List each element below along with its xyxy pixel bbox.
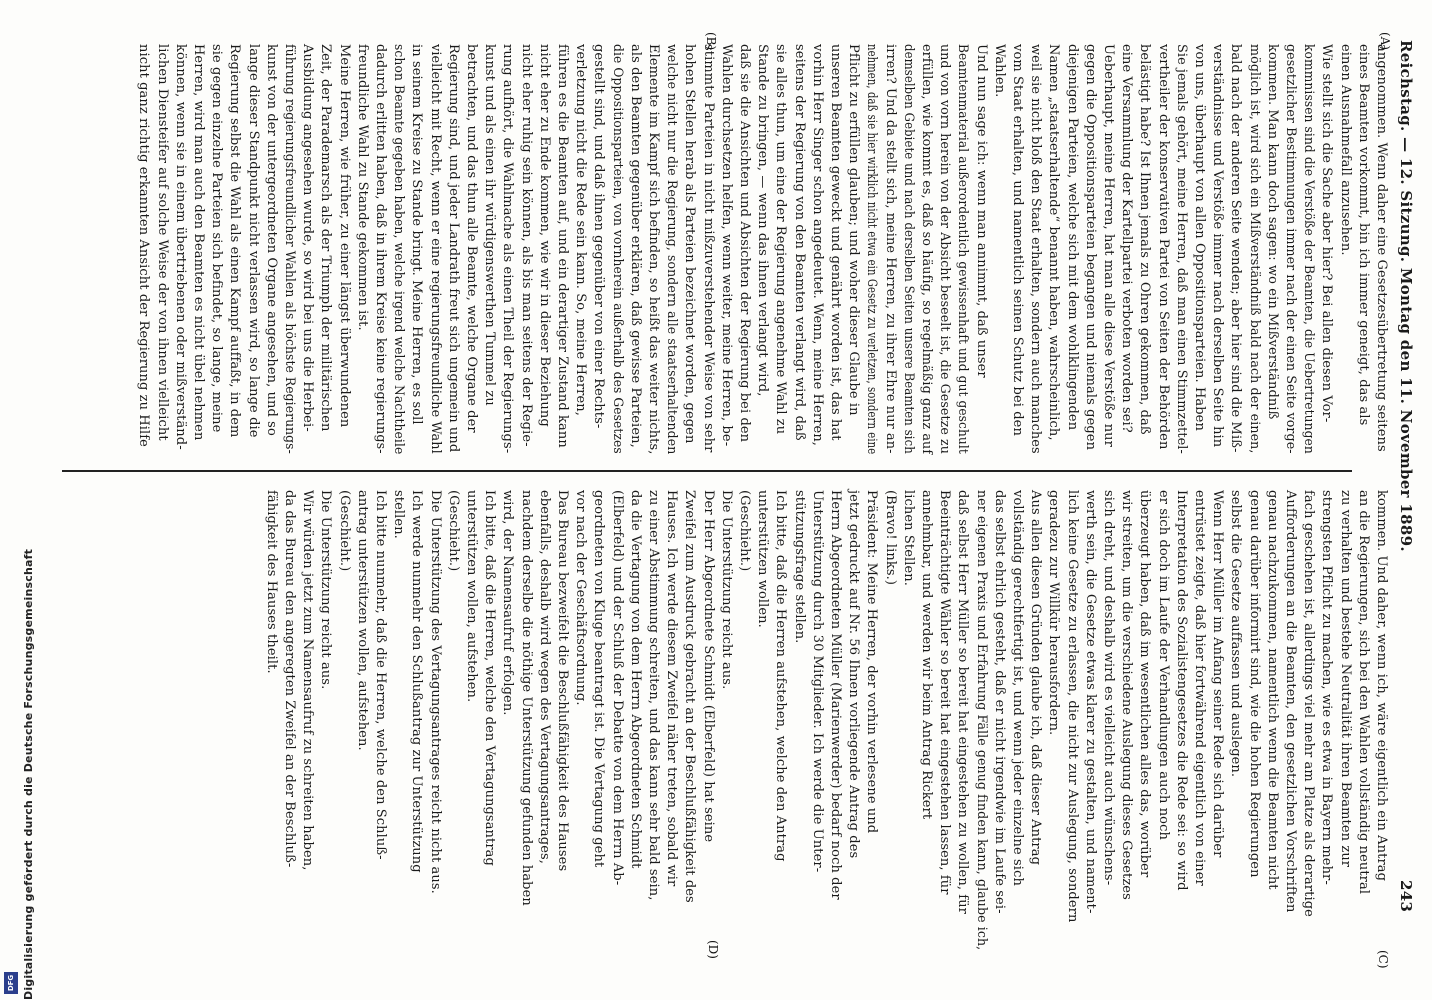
text-line: Aufforderungen an die Beamten, den gesetzlichen Vorschriften xyxy=(1283,490,1298,913)
text-line: Aus allen diesen Gründen glaube ich, daß dieser Antrag xyxy=(1028,490,1044,866)
text-line: vor nach der Geschäftsordnung. xyxy=(573,490,589,706)
text-line: (Geschieht.) xyxy=(445,490,461,572)
text-line: seitens der Regierung von den Beamten verlangt wird, daß xyxy=(791,44,807,441)
text-line: Ueberhaupt, meine Herren, hat man alle diese Verstöße nur xyxy=(1101,44,1116,447)
text-line: Das Bureau bezweifelt die Beschlußfähigkeit des Hauses xyxy=(555,490,570,872)
text-line: Elemente im Kampf sich befinden, so heißt das weiter nichts, xyxy=(646,44,661,455)
text-line: stimmte Parteien in nicht mißzuverstehender Weise von sehr xyxy=(700,44,716,453)
text-line: belästigt habe? Ist Ihnen jemals zu Ohren gekommen, daß xyxy=(1137,44,1153,435)
text-line: (Elberfeld) und der Schluß der Debatte von dem Herrn Ab- xyxy=(609,490,625,886)
text-line: führen es die Beamten auf, und ein derartiger Zustand kann xyxy=(555,44,570,448)
text-line: können, wenn sie in einem übertriebenen oder mißverständ- xyxy=(172,44,188,450)
text-line: Wahlen. xyxy=(991,44,1007,98)
text-line: Ausbildung angesehen wurde, so wird bei uns die Herbei- xyxy=(300,44,316,432)
text-line: Ich werde nunmehr den Schlußantrag zur Unterstützung xyxy=(409,490,425,873)
digitization-sidebar xyxy=(4,0,35,1000)
text-line: eines Beamten vorkommt, bin ich immer geneigt, das als xyxy=(1355,44,1371,426)
text-line: Beeinträchtigte Wähler so bereit hat eingestehen lassen, für xyxy=(937,490,953,895)
text-line: kommen. Man kann doch sagen: wo ein Mißverständniß xyxy=(1264,44,1280,420)
text-line: rung aufhört, die Wahlmache als einen Theil der Regierungs- xyxy=(500,44,516,454)
text-line: einen Ausnahmefall anzusehen. xyxy=(1337,44,1353,256)
text-line: nicht eher ruhig sein können, als bis man seitens der Regie- xyxy=(518,44,534,447)
text-line: (Bravo! links.) xyxy=(882,490,898,586)
text-line: Hauses. Ich werde diesem Zweifel näher treten, sobald wir xyxy=(664,490,680,887)
text-line: antrag unterstützen wollen, aufstehen. xyxy=(354,490,370,751)
text-line: lich keine Gesetze zu erlassen, die nicht zur Auslegung, sondern xyxy=(1064,490,1080,923)
text-line: Herrn Abgeordneten Müller (Marienwerder) bedarf noch der xyxy=(828,490,843,900)
text-line: Wahlen durchsetzen helfen, wenn weiter, meine Herren, be- xyxy=(718,44,734,447)
text-line: Interpretation des Sozialistengesetzes die Rede sei: so wird xyxy=(1173,490,1189,891)
text-line: irren? Und da stellt sich, meine Herren, zu ihrer Ehre nur an- xyxy=(882,44,898,454)
text-line: lichen Diensteifer auf solche Weise der von ihnen vielleicht xyxy=(154,44,170,441)
text-line: hohen Stellen herab als Parteien bezeichnet worden, gegen xyxy=(682,44,698,444)
text-line: Pflicht zu erfüllen glauben; und woher dieser Glaube in xyxy=(846,44,862,416)
text-line: Der Herr Abgeordnete Schmidt (Elberfeld) hat seine xyxy=(700,490,716,843)
text-line: nicht ganz richtig erkannten Ansicht der Regierung zu Hilfe xyxy=(136,44,152,447)
text-line: Regierung sind, und jeder Landrath freut sich ungemein und xyxy=(445,44,461,453)
text-line: diejenigen Parteien, welche sich mit dem wohlklingenden xyxy=(1064,44,1080,431)
margin-marker-c: (C) xyxy=(1376,950,1390,969)
text-line: gestellt sind, und daß ihnen gegenüber von einer Rechts- xyxy=(591,44,607,429)
text-line: annehmbar, und werden wir beim Antrag Rickert xyxy=(919,490,934,820)
text-line: erfüllen, wie kommt es, daß so häufig, so regelmäßig ganz auf xyxy=(919,44,934,455)
digitization-credit: Digitalisierung gefördert durch die Deutsche Forschungsgemeinschaft xyxy=(22,548,35,1000)
text-line: Regierung selbst die Wahl als einen Kampf auffaßt, in dem xyxy=(227,44,243,438)
text-line: das selbst ehrlich gesteht, daß er nicht irgendwie im Laufe sei- xyxy=(991,490,1007,914)
text-line: überzeugt haben, daß im wesentlichen alles das, worüber xyxy=(1137,490,1153,878)
text-line: fach geschehen ist, allerdings viel mehr am Platze als derartige xyxy=(1301,490,1317,917)
text-line: ebenfalls, deshalb wird wegen des Vertagungsantrages, xyxy=(536,490,552,864)
text-line: kommen. Und daher, wenn ich, wäre eigentlich ein Antrag xyxy=(1374,490,1389,882)
text-line: (Geschieht.) xyxy=(737,490,752,572)
text-line: selbst die Gesetze auffassen und auslegen. xyxy=(1228,490,1244,778)
text-line: vollständig gerechtfertigt ist, und wenn jeder einzelne sich xyxy=(1010,490,1025,886)
text-line: Wir würden jetzt zum Namensaufruf zu schreiten haben, xyxy=(300,490,316,871)
text-line: lange dieser Standpunkt nicht verlassen wird, so lange die xyxy=(245,44,261,438)
text-line: Zweifel zum Ausdruck gebracht an der Beschlußfähigkeit des xyxy=(682,490,698,903)
text-line: Und nun sage ich: wenn man annimmt, daß unser xyxy=(973,44,989,378)
running-title: Reichstag. — 12. Sitzung. Montag den 11. November 1889. xyxy=(1397,40,1415,552)
text-line: sie alles thun, um eine der Regierung angenehme Wahl zu xyxy=(773,44,789,435)
text-line: nachdem derselbe die nöthige Unterstützung gefunden haben xyxy=(518,490,534,906)
text-line: Meine Herren, wie früher, zu einer längst überwundenen xyxy=(336,44,352,428)
text-line: Unterstützung durch 30 Mitglieder. Ich werde die Unter- xyxy=(809,490,825,873)
text-line: zu verhalten und bestehe Neutralität ihren Beamten zur xyxy=(1337,490,1353,868)
text-line: Präsident: Meine Herren, der vorhin verlesene und xyxy=(864,490,880,834)
margin-marker-d: (D) xyxy=(706,940,720,959)
text-line: vielleicht mit Recht, wenn er eine regierungsfreundliche Wahl xyxy=(427,44,443,454)
text-line: Die Unterstützung reicht aus. xyxy=(718,490,734,690)
text-line: welche nicht nur die Regierung, sondern alle staatserhaltenden xyxy=(664,44,680,455)
text-line: vom Staat erhalten, und namentlich seinen Schutz bei den xyxy=(1010,44,1025,436)
text-line: entrüstet zeigte, daß hier fortwährend eigentlich von einer xyxy=(1192,490,1207,886)
page-header xyxy=(1397,40,1415,552)
text-line: demselben Gebiete und nach derselben Seiten unsere Beamten sich xyxy=(900,44,916,454)
text-line: betrachten, und das thun alle Beamte, welche Organe der xyxy=(464,44,479,433)
text-line: wir streiten, um die verschiedene Auslegung dieses Gesetzes xyxy=(1119,490,1135,900)
text-line: Wie stellt sich die Sache aber hier? Bei allen diesen Vor- xyxy=(1319,44,1335,423)
text-line: fähigkeit des Hauses theilt. xyxy=(263,490,279,674)
text-line: eine Versammlung der Kartellpartei verboten worden sei? xyxy=(1119,44,1135,433)
text-line: er sich doch im Laufe der Verhandlungen auch noch xyxy=(1155,490,1171,840)
text-line: da das Bureau den angeregten Zweifel an der Beschluß- xyxy=(282,490,297,868)
text-line: nehmen, daß sie hier wirklich nicht etwa ein Gesetz zu verletzen, sondern eine xyxy=(864,44,880,455)
text-line: unterstützen wollen. xyxy=(755,490,771,628)
text-line: vorhin Herr Singer schon angedeutet. Wenn, meine Herren, xyxy=(809,44,825,447)
text-line: Die Unterstützung reicht aus. xyxy=(318,490,334,690)
text-line: Ich bitte nunmehr, daß die Herren, welche den Schluß- xyxy=(373,490,388,860)
text-line: gesetzlicher Bestimmungen immer nach der einen Seite vorge- xyxy=(1283,44,1298,454)
dfg-logo: DFG xyxy=(4,972,18,994)
text-line: gegen die Oppositionsparteien begangen und niemals gegen xyxy=(1082,44,1098,451)
text-line: jetzt gedruckt auf Nr. 56 Ihnen vorliegende Antrag des xyxy=(846,490,862,859)
text-line: daß selbst Herr Müller so bereit hat eingestehen zu wollen, für xyxy=(955,490,971,914)
text-line: Zeit, der Parademarsch als der Triumph der militärischen xyxy=(318,44,334,432)
text-line: genau darüber informirt sind, wie die hohen Regierungen xyxy=(1246,490,1262,878)
text-line: Beamtenmaterial außerordentlich gewissenhaft und gut geschult xyxy=(955,44,971,454)
text-line: stellen. xyxy=(391,490,407,539)
text-line: genau nachzukommen, namentlich wenn die Beamten nicht xyxy=(1264,490,1280,890)
text-line: kunst von der untergeordneten Organe angesehen, und so xyxy=(263,44,279,436)
text-line: (Geschieht.) xyxy=(336,490,352,572)
text-line: angenommen. Wenn daher eine Gesetzesübertretung seitens xyxy=(1374,44,1389,452)
page-number: 243 xyxy=(1397,880,1415,913)
text-line: kommnissen sind die Verstöße der Beamten, die Uebertretungen xyxy=(1301,44,1317,454)
text-line: Ich bitte, daß die Herren, welche den Vertagungsantrag xyxy=(482,490,498,866)
text-line: als den Beamten gegenüber erklären, daß gewisse Parteien, xyxy=(627,44,643,448)
text-line: ner eigenen Praxis und Erfahrung Fälle genug finden kann, glaube ich, xyxy=(973,490,989,951)
text-line: sie gegen einzelne Parteien sich befindet, so lange, meine xyxy=(209,44,225,433)
text-line: stützungsfrage stellen. xyxy=(791,490,807,644)
text-line: daß sie die Ansichten und Absichten der Regierung bei den xyxy=(737,44,752,443)
text-line: verständnisse und Verstöße immer nach derselben Seite hin xyxy=(1210,44,1226,448)
text-line: nicht eher zu Ende kommen, wie wir in dieser Beziehung xyxy=(536,44,552,427)
text-line: sich dreht, und deshalb wird es vielleicht auch wünschens- xyxy=(1101,490,1116,886)
text-line: Die Unterstützung des Vertagungsantrages reicht nicht aus. xyxy=(427,490,443,894)
column-separator xyxy=(62,470,1352,472)
text-line: Herren, wird man auch den Beamten es nicht übel nehmen xyxy=(191,44,206,441)
text-line: Ich bitte, daß die Herren aufstehen, welche den Antrag xyxy=(773,490,789,862)
text-line: vertheiler der konservativen Partei von Seiten der Behörden xyxy=(1155,44,1171,450)
margin-marker-b: (B) xyxy=(704,32,718,51)
text-line: und von vorn herein von der Absicht beseelt ist, die Gesetze zu xyxy=(937,44,953,454)
text-line: kunst und als einen ihr würdigenswerthen Tummel zu xyxy=(482,44,498,406)
text-line: da die Vertagung von dem Herrn Abgeordneten Schmidt xyxy=(627,490,643,869)
text-line: geordneten von Kluge beantragt ist. Die Vertagung geht xyxy=(591,490,607,868)
text-line: schon Beamte gegeben haben, welche irgend welche Nachtheile xyxy=(391,44,407,455)
text-line: die Oppositionsparteien, von vornherein außerhalb des Gesetzes xyxy=(609,44,625,454)
text-line: verletzung nicht die Rede sein kann. So, meine Herren, xyxy=(573,44,589,416)
text-line: Namen „staatserhaltende“ benannt haben, wahrscheinlich, xyxy=(1046,44,1062,441)
text-line: werth sein, die Gesetze etwas klarer zu gestalten, und nament- xyxy=(1082,490,1098,914)
text-line: Sie jemals gehört, meine Herren, daß man einen Stimmzettel- xyxy=(1173,44,1189,454)
text-line: Stande zu bringen, — wenn das ihnen verlangt wird, xyxy=(755,44,771,397)
text-line: strengsten Pflicht zu machen, wie es etwa in Bayern mehr- xyxy=(1319,490,1335,885)
text-line: weil sie nicht bloß den Staat erhalten, sondern auch manches xyxy=(1028,44,1044,454)
text-line: in seinem Kreise zu Stande bringt. Meine Herren, es soll xyxy=(409,44,425,425)
text-line: an die Regierungen, sich bei den Wahlen vollständig neutral xyxy=(1355,490,1371,895)
text-line: lichen Stellen. xyxy=(900,490,916,587)
text-line: führung regierungsfreundlicher Wahlen als höchste Regierungs- xyxy=(282,44,297,454)
text-line: wird, der Namensaufruf erfolgen. xyxy=(500,490,516,716)
text-line: geradezu zur Willkür herausfordern. xyxy=(1046,490,1062,736)
text-line: freundliche Wahl zu Stande gekommen ist. xyxy=(354,44,370,331)
text-line: Wenn Herr Müller im Anfang seiner Rede sich darüber xyxy=(1210,490,1226,858)
text-line: möglich ist, wird sich ein Mißverständniß bald nach der einen, xyxy=(1246,44,1262,454)
text-line: von uns, überhaupt von allen Oppositionsparteien. Haben xyxy=(1192,44,1207,431)
text-line: unseren Beamten geweckt und genährt worden ist, das hat xyxy=(828,44,843,441)
text-line: zu einer Abstimmung schreiten, und das kann sehr bald sein, xyxy=(646,490,661,901)
margin-marker-a: (A) xyxy=(1378,32,1392,51)
text-line: bald nach der anderen Seite wenden; aber hier sind die Miß- xyxy=(1228,44,1244,453)
text-line: dadurch erlitten haben, daß in ihrem Kreise keine regierungs- xyxy=(373,44,388,454)
text-line: unterstützen wollen, aufstehen. xyxy=(464,490,479,703)
